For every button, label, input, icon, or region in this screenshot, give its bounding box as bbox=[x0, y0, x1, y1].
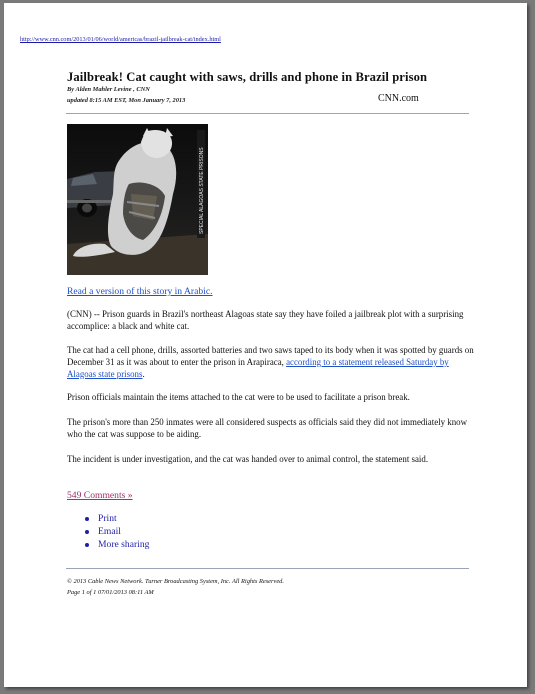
bullet-icon bbox=[85, 517, 89, 521]
article-updated-timestamp: updated 8:15 AM EST, Mon January 7, 2013 bbox=[67, 97, 186, 104]
share-item-label: Email bbox=[98, 526, 121, 537]
header-divider bbox=[66, 113, 469, 114]
article-title: Jailbreak! Cat caught with saws, drills and phone in Brazil prison bbox=[67, 70, 428, 84]
site-name: CNN.com bbox=[378, 93, 419, 104]
photo-credit-watermark: SPECIAL ALAGOAS STATE PRISONS bbox=[199, 147, 205, 234]
page-info: Page 1 of 1 07/01/2013 08:11 AM bbox=[67, 589, 154, 596]
article-photo-cat bbox=[67, 124, 208, 275]
share-item-label: More sharing bbox=[98, 539, 150, 550]
article-paragraph-3: Prison officials maintain the items attached to the cat were to be used to facilitate a prison break. bbox=[67, 392, 410, 402]
bullet-icon bbox=[85, 543, 89, 547]
article-paragraph-2 bbox=[67, 345, 479, 380]
share-item-label: Print bbox=[98, 513, 117, 524]
statement-link[interactable]: according to a statement released Saturday by Alagoas state prisons bbox=[67, 356, 449, 379]
share-item-more[interactable] bbox=[82, 539, 149, 552]
article-byline: By Alden Mahler Levine , CNN bbox=[67, 86, 150, 93]
footer-divider bbox=[66, 568, 469, 569]
paragraph-2-end: . bbox=[142, 368, 145, 379]
comments-link[interactable]: 549 Comments » bbox=[67, 490, 133, 501]
bullet-icon bbox=[85, 530, 89, 534]
article-paragraph-4: The prison's more than 250 inmates were all considered suspects as officials said they did not immediately know who the cat was suppose to be aiding. bbox=[67, 417, 467, 439]
share-list bbox=[82, 513, 149, 552]
copyright-notice: © 2013 Cable News Network. Turner Broadcasting System, Inc. All Rights Reserved. bbox=[67, 578, 284, 585]
document-page bbox=[4, 3, 527, 687]
arabic-version-link[interactable]: Read a version of this story in Arabic. bbox=[67, 286, 213, 297]
source-url-link[interactable]: http://www.cnn.com/2013/01/06/world/americas/brazil-jailbreak-cat/index.html bbox=[20, 36, 221, 43]
share-item-print[interactable] bbox=[82, 513, 149, 526]
share-item-email[interactable] bbox=[82, 526, 149, 539]
article-paragraph-5: The incident is under investigation, and the cat was handed over to animal control, the statement said. bbox=[67, 454, 429, 464]
article-paragraph-1: (CNN) -- Prison guards in Brazil's northeast Alagoas state say they have foiled a jailbreak plot with a surprising accomplice: a black and white cat. bbox=[67, 309, 464, 331]
paragraph-2-text: The cat had a cell phone, drills, assorted batteries and two saws taped to its body when it was spotted by guards on December 31 as it was about to enter the prison in Arapiraca, bbox=[67, 345, 474, 367]
